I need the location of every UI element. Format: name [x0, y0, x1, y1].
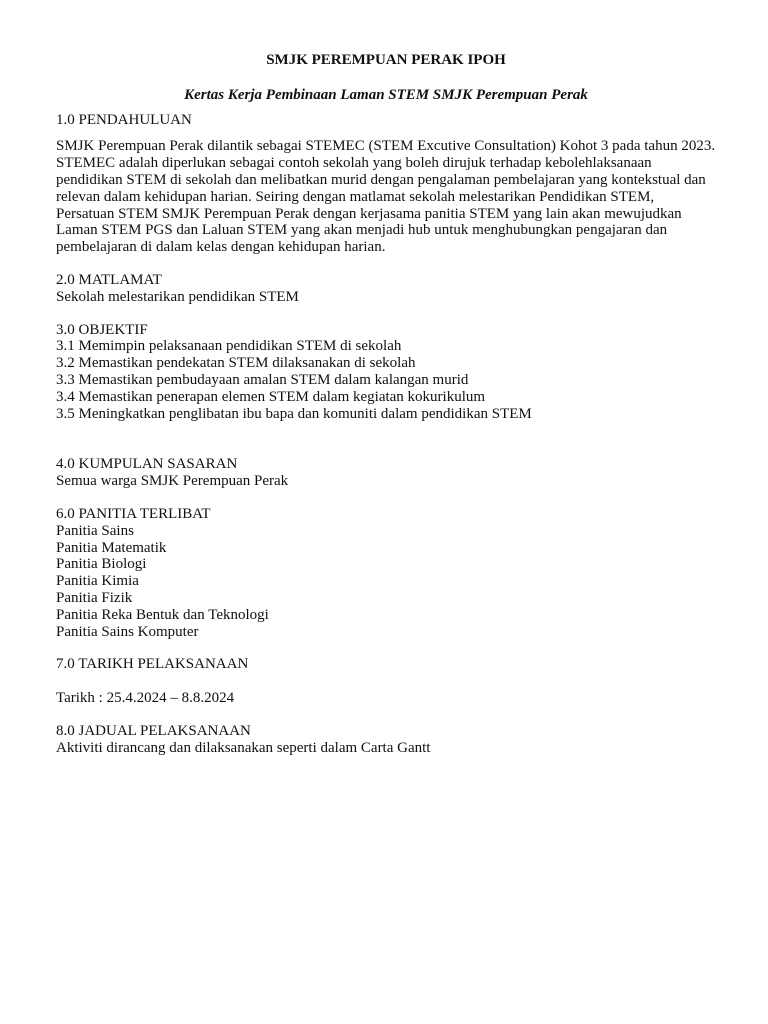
subtitle-rest-part: Pembinaan Laman STEM SMJK Perempuan Perak [262, 86, 588, 103]
list-item: 3.5 Meningkatkan penglibatan ibu bapa dan komuniti dalam pendidikan STEM [56, 405, 532, 422]
list-item: Panitia Fizik [56, 589, 133, 606]
document-page [56, 52, 716, 756]
subtitle-italic-part: Kertas Kerja [184, 86, 263, 103]
section-text-matlamat: Sekolah melestarikan pendidikan STEM [56, 288, 299, 305]
section-heading-kumpulan-sasaran: 4.0 KUMPULAN SASARAN [56, 456, 238, 473]
section-heading-jadual-pelaksanaan: 8.0 JADUAL PELAKSANAAN [56, 722, 251, 739]
panitia-list [56, 523, 716, 641]
section-text-jadual: Aktiviti dirancang dan dilaksanakan seperti dalam Carta Gantt [56, 739, 431, 756]
list-item: 3.2 Memastikan pendekatan STEM dilaksanakan di sekolah [56, 355, 416, 372]
document-title: SMJK PEREMPUAN PERAK IPOH [266, 52, 506, 68]
section-text-kumpulan-sasaran: Semua warga SMJK Perempuan Perak [56, 473, 289, 490]
list-item: 3.1 Memimpin pelaksanaan pendidikan STEM di sekolah [56, 338, 402, 355]
list-item: 3.3 Memastikan pembudayaan amalan STEM dalam kalangan murid [56, 371, 469, 388]
section-paragraph-pendahuluan: SMJK Perempuan Perak dilantik sebagai STEMEC (STEM Excutive Consultation) Kohot 3 pada tahun 2023. STEMEC adalah diperlukan sebagai contoh sekolah yang boleh dirujuk terhadap kebolehlaksanaan pendidikan STEM di sekolah dan melibatkan murid dengan pengalaman pembelajaran yang kontekstual dan relevan dalam kehidupan harian. Seiring dengan matlamat sekolah melestarikan Pendidikan STEM, Persatuan STEM SMJK Perempuan Perak dengan kerjasama panitia STEM yang lain akan mewujudkan Laman STEM PGS dan Laluan STEM yang akan menjadi hub untuk menghubungkan pengajaran dan pembelajaran di dalam kelas dengan kehidupan harian. [56, 138, 716, 256]
section-heading-objektif: 3.0 OBJEKTIF [56, 321, 148, 338]
list-item: Panitia Sains Komputer [56, 623, 199, 640]
section-heading-pendahuluan: 1.0 PENDAHULUAN [56, 111, 192, 128]
list-item: Panitia Biologi [56, 556, 147, 573]
list-item: Panitia Sains [56, 522, 134, 539]
spacer [56, 673, 716, 690]
list-item: Panitia Reka Bentuk dan Teknologi [56, 606, 269, 623]
objektif-list [56, 338, 716, 422]
document-subtitle [56, 87, 716, 104]
section-heading-panitia-terlibat: 6.0 PANITIA TERLIBAT [56, 505, 211, 522]
section-text-tarikh: Tarikh : 25.4.2024 – 8.8.2024 [56, 689, 235, 706]
list-item: Panitia Matematik [56, 539, 167, 556]
section-heading-matlamat: 2.0 MATLAMAT [56, 271, 162, 288]
section-heading-tarikh-pelaksanaan: 7.0 TARIKH PELAKSANAAN [56, 656, 249, 673]
list-item: 3.4 Memastikan penerapan elemen STEM dalam kegiatan kokurikulum [56, 388, 486, 405]
list-item: Panitia Kimia [56, 573, 139, 590]
